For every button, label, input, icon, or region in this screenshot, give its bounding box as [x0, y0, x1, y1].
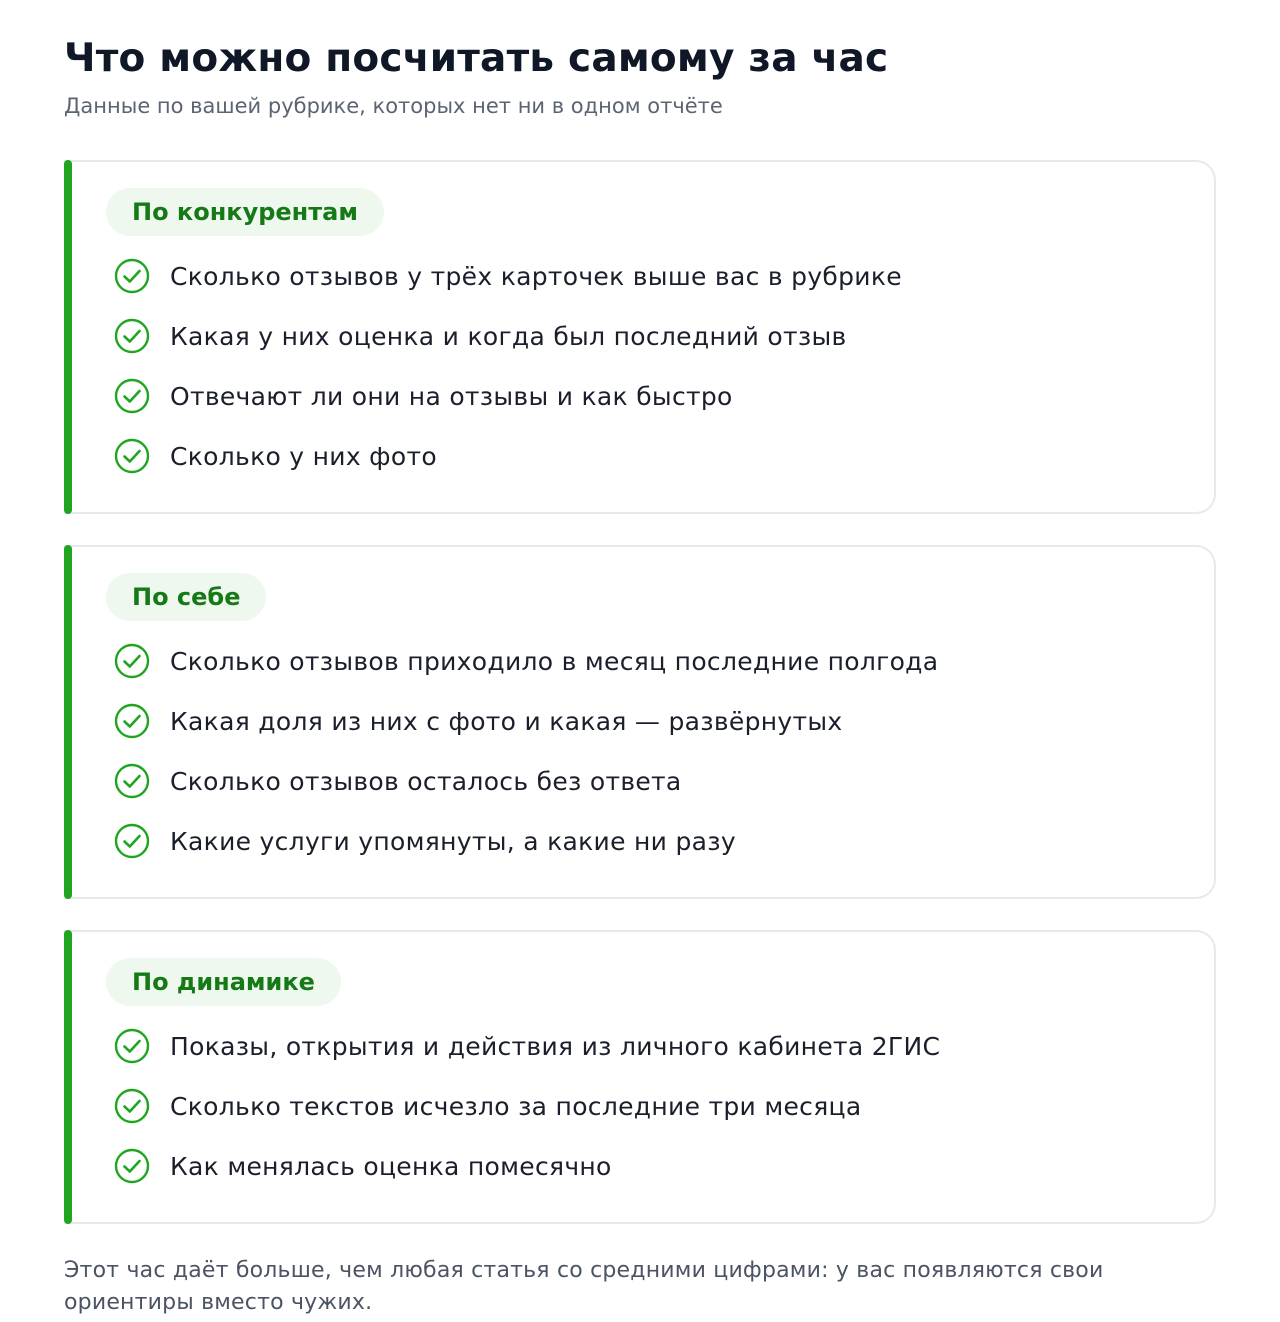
list-item [106, 426, 1174, 486]
check-circle-icon [114, 438, 150, 474]
check-circle-icon [114, 378, 150, 414]
section-label: По себе [106, 573, 266, 621]
sections [64, 160, 1216, 1224]
check-circle-icon [114, 1088, 150, 1124]
list-item [106, 811, 1174, 871]
page-title: Что можно посчитать самому за час [64, 36, 889, 81]
list-item [106, 246, 1174, 306]
list-item [106, 631, 1174, 691]
item-text: Показы, открытия и действия из личного кабинета 2ГИС [170, 1031, 941, 1061]
item-text: Сколько текстов исчезло за последние три месяца [170, 1091, 862, 1121]
check-circle-icon [114, 763, 150, 799]
section-card-competitors [64, 160, 1216, 514]
checklist [106, 631, 1174, 871]
item-text: Какая доля из них с фото и какая — развёрнутых [170, 706, 843, 736]
list-item [106, 1136, 1174, 1196]
list-item [106, 691, 1174, 751]
section-label: По динамике [106, 958, 341, 1006]
list-item [106, 366, 1174, 426]
checklist [106, 1016, 1174, 1196]
item-text: Сколько у них фото [170, 441, 437, 471]
check-circle-icon [114, 1028, 150, 1064]
section-card-dynamics [64, 930, 1216, 1224]
item-text: Какие услуги упомянуты, а какие ни разу [170, 826, 736, 856]
list-item [106, 1076, 1174, 1136]
section-label: По конкурентам [106, 188, 384, 236]
page-subtitle: Данные по вашей рубрике, которых нет ни в одном отчёте [64, 94, 723, 118]
checklist [106, 246, 1174, 486]
item-text: Какая у них оценка и когда был последний отзыв [170, 321, 847, 351]
check-circle-icon [114, 258, 150, 294]
check-circle-icon [114, 823, 150, 859]
check-circle-icon [114, 703, 150, 739]
footer-note: Этот час даёт больше, чем любая статья со средними цифрами: у вас появляются свои ориентиры вместо чужих. [64, 1258, 1104, 1315]
section-card-self [64, 545, 1216, 899]
item-text: Сколько отзывов у трёх карточек выше вас в рубрике [170, 261, 902, 291]
list-item [106, 751, 1174, 811]
item-text: Сколько отзывов приходило в месяц последние полгода [170, 646, 939, 676]
list-item [106, 1016, 1174, 1076]
item-text: Отвечают ли они на отзывы и как быстро [170, 381, 733, 411]
item-text: Как менялась оценка помесячно [170, 1151, 612, 1181]
list-item [106, 306, 1174, 366]
check-circle-icon [114, 643, 150, 679]
check-circle-icon [114, 1148, 150, 1184]
item-text: Сколько отзывов осталось без ответа [170, 766, 682, 796]
check-circle-icon [114, 318, 150, 354]
